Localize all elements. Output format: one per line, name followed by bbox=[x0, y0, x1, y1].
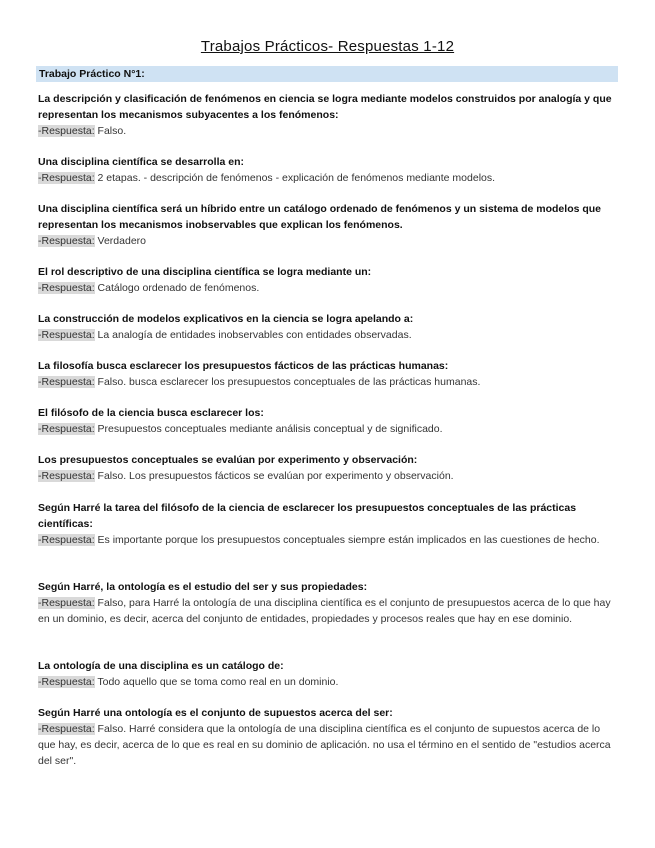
qa-item-8 bbox=[38, 452, 618, 484]
answer-text: Presupuestos conceptuales mediante análisis conceptual y de significado. bbox=[97, 423, 443, 435]
answer-label: -Respuesta: bbox=[38, 597, 95, 609]
answer-line bbox=[38, 123, 618, 139]
answer-line bbox=[38, 532, 618, 548]
qa-item-6 bbox=[38, 358, 618, 390]
answer-line bbox=[38, 233, 618, 249]
question: Una disciplina científica será un híbrido entre un catálogo ordenado de fenómenos y un sistema de modelos que representan los mecanismos inobservables que explican los fenómenos. bbox=[38, 203, 602, 231]
answer-text: Es importante porque los presupuestos conceptuales siempre están implicados en las cuestiones de hecho. bbox=[97, 534, 600, 546]
question: La ontología de una disciplina es un catálogo de: bbox=[38, 660, 284, 672]
question: El rol descriptivo de una disciplina científica se logra mediante un: bbox=[38, 266, 372, 278]
answer-label: -Respuesta: bbox=[38, 282, 95, 294]
answer-text: 2 etapas. - descripción de fenómenos - explicación de fenómenos mediante modelos. bbox=[97, 172, 496, 184]
answer-label: -Respuesta: bbox=[38, 172, 95, 184]
qa-item-7 bbox=[38, 405, 618, 437]
answer-line bbox=[38, 170, 618, 186]
answer-line bbox=[38, 421, 618, 437]
qa-item-1 bbox=[38, 91, 618, 139]
answer-text: Falso. Harré considera que la ontología de una disciplina científica es el conjunto de supuestos acerca de lo que hay, es decir, acerca de lo que es real en su dominio de aplicación. no usa el término en el sentido de "estudios acerca del ser". bbox=[38, 723, 611, 767]
answer-line bbox=[38, 374, 618, 390]
qa-item-2 bbox=[38, 154, 618, 186]
answer-line bbox=[38, 721, 618, 769]
answer-label: -Respuesta: bbox=[38, 376, 95, 388]
answer-label: -Respuesta: bbox=[38, 125, 95, 137]
answer-label: -Respuesta: bbox=[38, 676, 95, 688]
qa-item-3 bbox=[38, 201, 618, 249]
question: Según Harré la tarea del filósofo de la ciencia de esclarecer los presupuestos conceptuales de las prácticas científicas: bbox=[38, 502, 577, 530]
section-header: Trabajo Práctico N°1: bbox=[36, 66, 618, 82]
qa-item-12 bbox=[38, 705, 618, 769]
answer-line bbox=[38, 468, 618, 484]
question: Los presupuestos conceptuales se evalúan por experimento y observación: bbox=[38, 454, 418, 466]
answer-line bbox=[38, 280, 618, 296]
question: La construcción de modelos explicativos en la ciencia se logra apelando a: bbox=[38, 313, 414, 325]
answer-text: Todo aquello que se toma como real en un dominio. bbox=[97, 676, 339, 688]
answer-line bbox=[38, 674, 618, 690]
answer-label: -Respuesta: bbox=[38, 329, 95, 341]
answer-text: La analogía de entidades inobservables con entidades observadas. bbox=[97, 329, 412, 341]
document-title: Trabajos Prácticos- Respuestas 1-12 bbox=[200, 38, 455, 55]
question: El filósofo de la ciencia busca esclarecer los: bbox=[38, 407, 264, 419]
answer-label: -Respuesta: bbox=[38, 423, 95, 435]
question: La descripción y clasificación de fenómenos en ciencia se logra mediante modelos construidos por analogía y que representan los mecanismos subyacentes a los fenómenos: bbox=[38, 93, 612, 121]
answer-line bbox=[38, 595, 618, 627]
answer-line bbox=[38, 327, 618, 343]
answer-text: Falso. busca esclarecer los presupuestos conceptuales de las prácticas humanas. bbox=[97, 376, 481, 388]
answer-text: Falso. bbox=[97, 125, 127, 137]
question: Según Harré una ontología es el conjunto de supuestos acerca del ser: bbox=[38, 707, 393, 719]
answer-label: -Respuesta: bbox=[38, 534, 95, 546]
question: Según Harré, la ontología es el estudio del ser y sus propiedades: bbox=[38, 581, 368, 593]
qa-item-10 bbox=[38, 579, 618, 627]
answer-text: Falso. Los presupuestos fácticos se evalúan por experimento y observación. bbox=[97, 470, 454, 482]
question: Una disciplina científica se desarrolla en: bbox=[38, 156, 244, 168]
qa-item-11 bbox=[38, 658, 618, 690]
answer-label: -Respuesta: bbox=[38, 470, 95, 482]
question: La filosofía busca esclarecer los presupuestos fácticos de las prácticas humanas: bbox=[38, 360, 449, 372]
qa-item-9 bbox=[38, 500, 618, 548]
answer-text: Verdadero bbox=[97, 235, 147, 247]
answer-text: Falso, para Harré la ontología de una disciplina científica es el conjunto de presupuestos acerca de lo que hay en un dominio, es decir, acerca del conjunto de entidades, propiedades y procesos reales que hay en ese dominio. bbox=[38, 597, 611, 625]
answer-label: -Respuesta: bbox=[38, 723, 95, 735]
answer-text: Catálogo ordenado de fenómenos. bbox=[97, 282, 260, 294]
answer-label: -Respuesta: bbox=[38, 235, 95, 247]
qa-item-5 bbox=[38, 311, 618, 343]
qa-item-4 bbox=[38, 264, 618, 296]
